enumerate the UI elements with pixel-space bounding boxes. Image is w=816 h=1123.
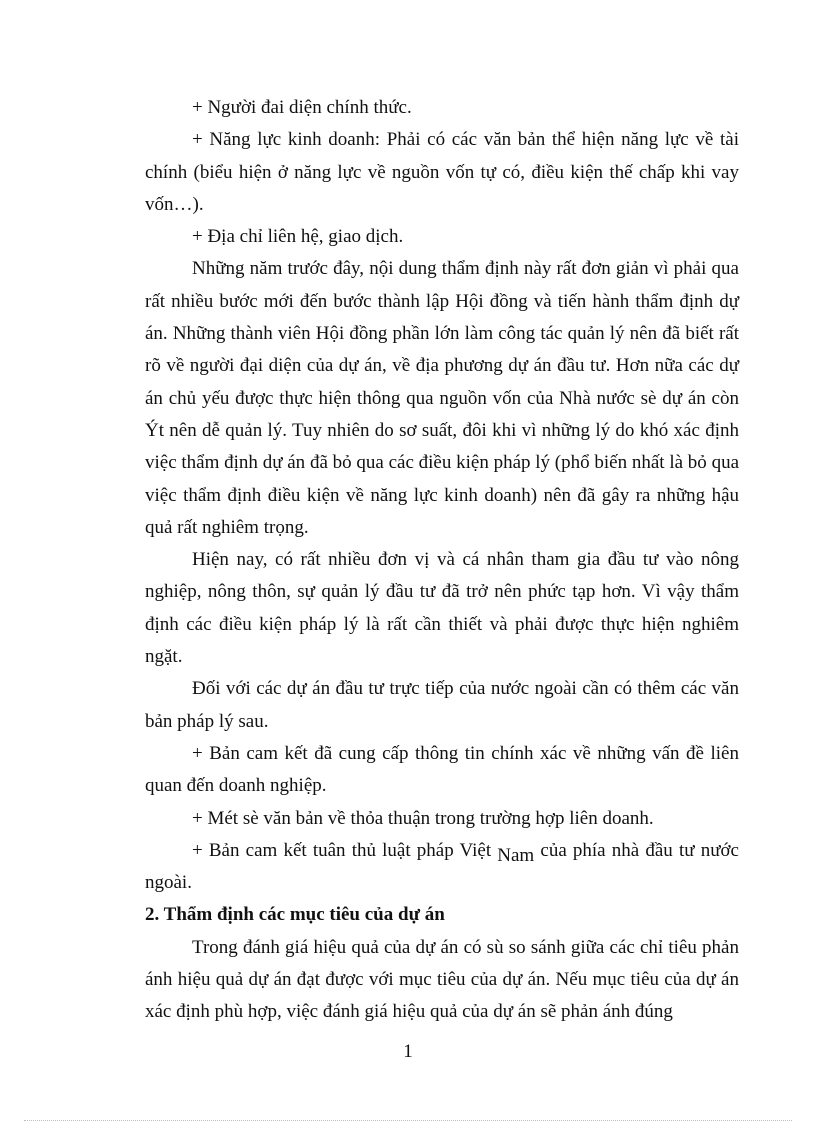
paragraph-official-representative: + Người đai diện chính thức. — [192, 97, 412, 118]
paragraph-project-objectives: Trong đánh giá hiệu quả của dự án có sù so sánh giữa các chỉ tiêu phản ánh hiệu quả dự án đạt được với mục tiêu của dự án. Nếu mục tiêu của dự án xác định phù hợp, việc đánh giá hiệu quả của dự án sẽ phản ánh đúng — [145, 936, 739, 1023]
law-compliance-text-start: + Bản cam kết tuân thủ luật pháp Việt — [192, 839, 498, 861]
paragraph-contact-address: + Địa chỉ liên hệ, giao dịch. — [192, 226, 404, 248]
law-compliance-text-end: của phía nhà đầu tư nước ngoài. — [145, 839, 739, 894]
paragraph-joint-venture-documents: + Mét sè văn bản về thỏa thuận trong trường hợp liên doanh. — [192, 807, 654, 829]
page-number: 1 — [403, 1041, 413, 1062]
document-body — [145, 92, 739, 1029]
page-bottom-divider — [24, 1120, 792, 1121]
paragraph-law-compliance — [145, 835, 739, 900]
paragraph-business-capacity: + Năng lực kinh doanh: Phải có các văn bản thể hiện năng lực về tài chính (biểu hiện ở năng lực về nguồn vốn tự có, điều kiện thế chấp khi vay vốn…). — [145, 129, 739, 215]
section-heading: 2. Thẩm định các mục tiêu của dự án — [145, 904, 445, 926]
paragraph-current-situation: Hiện nay, có rất nhiều đơn vị và cá nhân tham gia đầu tư vào nông nghiệp, nông thôn, sự quản lý đầu tư đã trở nên phức tạp hơn. Vì vậy thẩm định các điều kiện pháp lý là rất cần thiết và phải được thực hiện nghiêm ngặt. — [145, 549, 739, 668]
law-compliance-country-subscript: Nam — [497, 844, 535, 866]
paragraph-past-appraisal: Những năm trước đây, nội dung thẩm định này rất đơn giản vì phải qua rất nhiều bước mới đến bước thành lập Hội đồng và tiến hành thẩm định dự án. Những thành viên Hội đồng phần lớn làm công tác quản lý nên đã biết rất rõ về người đại diện của dự án, về địa phương dự án đầu tư. Hơn nữa các dự án chủ yếu được thực hiện thông qua nguồn vốn của Nhà nước sè dự án còn Ýt nên dễ quản lý. Tuy nhiên do sơ suất, đôi khi vì những lý do khó xác định việc thẩm định dự án đã bỏ qua các điều kiện pháp lý (phổ biến nhất là bỏ qua việc thẩm định điều kiện về năng lực kinh doanh) nên đã gây ra những hậu quả rất nghiêm trọng. — [145, 258, 739, 538]
paragraph-information-commitment: + Bản cam kết đã cung cấp thông tin chính xác về những vấn đề liên quan đến doanh nghiệp. — [145, 742, 739, 797]
paragraph-foreign-investment: Đối với các dự án đầu tư trực tiếp của nước ngoài cần có thêm các văn bản pháp lý sau. — [145, 678, 739, 732]
